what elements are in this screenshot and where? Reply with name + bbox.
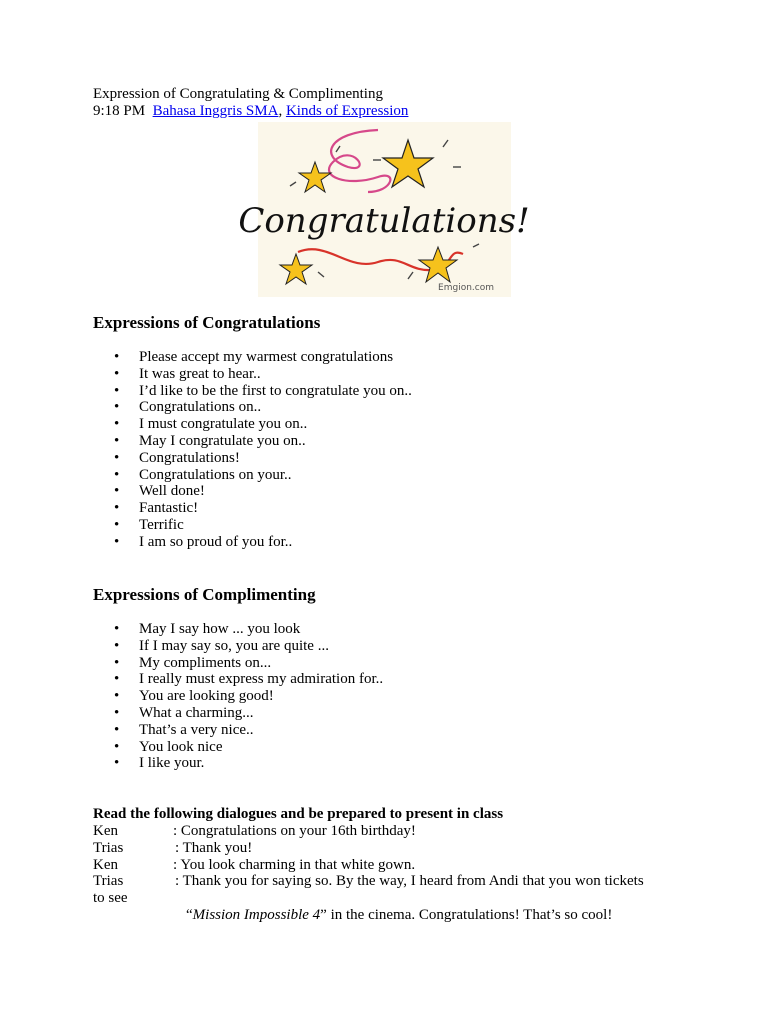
- congratulations-banner-image: [238, 122, 530, 297]
- list-item: [93, 483, 693, 500]
- bullet-icon: •: [114, 721, 120, 738]
- banner-text: Congratulations!: [238, 201, 530, 241]
- post-meta: [93, 103, 733, 120]
- list-item-text: That’s a very nice..: [139, 721, 254, 738]
- dialogue-text: : Congratulations on your 16th birthday!: [173, 823, 416, 839]
- dialogue-line: [93, 823, 693, 840]
- movie-title: Mission Impossible 4: [192, 906, 321, 923]
- list-item-text: Congratulations on..: [139, 399, 262, 416]
- list-item-text: I am so proud of you for..: [139, 533, 293, 550]
- list-item-text: I like your.: [139, 755, 205, 772]
- bullet-icon: •: [114, 466, 120, 483]
- list-item-text: Terrific: [139, 516, 184, 533]
- list-item-text: You look nice: [139, 738, 223, 755]
- star-icon: [419, 247, 457, 282]
- list-item-text: Congratulations on your..: [139, 466, 292, 483]
- list-item-text: It was great to hear..: [139, 365, 261, 382]
- dialogue-text: : Thank you!: [175, 839, 253, 856]
- dialogue-line: [93, 840, 693, 857]
- list-item-text: What a charming...: [139, 704, 254, 721]
- list-item-text: Congratulations!: [139, 449, 240, 466]
- list-item: [93, 621, 693, 638]
- complimenting-heading: Expressions of Complimenting: [93, 585, 316, 604]
- bullet-icon: •: [114, 416, 120, 433]
- dialogue-speaker: Trias: [93, 873, 124, 890]
- bullet-icon: •: [114, 688, 120, 705]
- bullet-icon: •: [114, 671, 120, 688]
- complimenting-list: [93, 621, 693, 772]
- bullet-icon: •: [114, 738, 120, 755]
- bullet-icon: •: [114, 399, 120, 416]
- dialogue-speaker: Ken: [93, 823, 118, 839]
- bullet-icon: •: [114, 704, 120, 721]
- congratulations-heading: Expressions of Congratulations: [93, 313, 321, 332]
- list-item: [93, 534, 693, 551]
- bullet-icon: •: [114, 365, 120, 382]
- bullet-icon: •: [114, 349, 120, 365]
- list-item-text: I’d like to be the first to congratulate you on..: [139, 382, 412, 399]
- dialogue-line: [93, 873, 693, 890]
- list-item: [93, 671, 693, 688]
- dialogue-final-line: [93, 907, 693, 924]
- label-link-bahasa-inggris-sma[interactable]: Bahasa Inggris SMA: [152, 103, 279, 119]
- list-item: [93, 755, 693, 772]
- post-header: [93, 86, 733, 120]
- bullet-icon: •: [114, 654, 120, 671]
- star-icon: [280, 254, 312, 284]
- list-item-text: My compliments on...: [139, 654, 272, 671]
- list-item-text: You are looking good!: [139, 688, 274, 705]
- list-item: [93, 638, 693, 655]
- list-item-text: May I say how ... you look: [139, 621, 301, 637]
- dialogue-speaker: Ken: [93, 856, 118, 873]
- list-item: [93, 433, 693, 450]
- list-item-text: May I congratulate you on..: [139, 432, 306, 449]
- list-item-text: I must congratulate you on..: [139, 416, 308, 433]
- list-item-text: If I may say so, you are quite ...: [139, 637, 329, 654]
- list-item: [93, 705, 693, 722]
- label-separator: ,: [278, 103, 283, 119]
- list-item-text: I really must express my admiration for..: [139, 671, 384, 688]
- dialogue-text: : Thank you for saying so. By the way, I heard from Andi that you won tickets: [175, 873, 644, 890]
- bullet-icon: •: [114, 483, 120, 500]
- congratulations-list: [93, 349, 693, 551]
- bullet-icon: •: [114, 516, 120, 533]
- quote-open: “: [186, 906, 193, 923]
- bullet-icon: •: [114, 382, 120, 399]
- list-item: [93, 517, 693, 534]
- bullet-icon: •: [114, 449, 120, 466]
- list-item: [93, 688, 693, 705]
- list-item: [93, 366, 693, 383]
- bullet-icon: •: [114, 533, 120, 550]
- bullet-icon: •: [114, 621, 120, 637]
- dialogue-text: : You look charming in that white gown.: [173, 856, 416, 873]
- list-item: [93, 722, 693, 739]
- list-item-text: Well done!: [139, 483, 205, 500]
- bullet-icon: •: [114, 637, 120, 654]
- dialogue-line: [93, 857, 693, 874]
- list-item: [93, 450, 693, 467]
- list-item: [93, 739, 693, 756]
- dialogue-heading: Read the following dialogues and be prepared to present in class: [93, 806, 504, 822]
- list-item: [93, 383, 693, 400]
- list-item: [93, 416, 693, 433]
- list-item: [93, 467, 693, 484]
- post-title: Expression of Congratulating & Complimenting: [93, 86, 383, 102]
- dialogue-section: [93, 806, 693, 924]
- bullet-icon: •: [114, 755, 120, 772]
- list-item: [93, 655, 693, 672]
- dialogue-final-text: ” in the cinema. Congratulations! That’s so cool!: [320, 906, 613, 923]
- list-item: [93, 500, 693, 517]
- list-item: [93, 349, 693, 366]
- dialogue-continuation: to see: [93, 890, 128, 907]
- post-time: 9:18 PM: [93, 103, 146, 119]
- list-item: [93, 399, 693, 416]
- list-item-text: Please accept my warmest congratulations: [139, 349, 394, 365]
- star-icon: [299, 162, 331, 192]
- label-link-kinds-of-expression[interactable]: Kinds of Expression: [285, 103, 409, 119]
- banner-watermark: Emgion.com: [438, 283, 494, 293]
- dialogue-speaker: Trias: [93, 839, 124, 856]
- bullet-icon: •: [114, 500, 120, 517]
- bullet-icon: •: [114, 432, 120, 449]
- list-item-text: Fantastic!: [139, 500, 199, 517]
